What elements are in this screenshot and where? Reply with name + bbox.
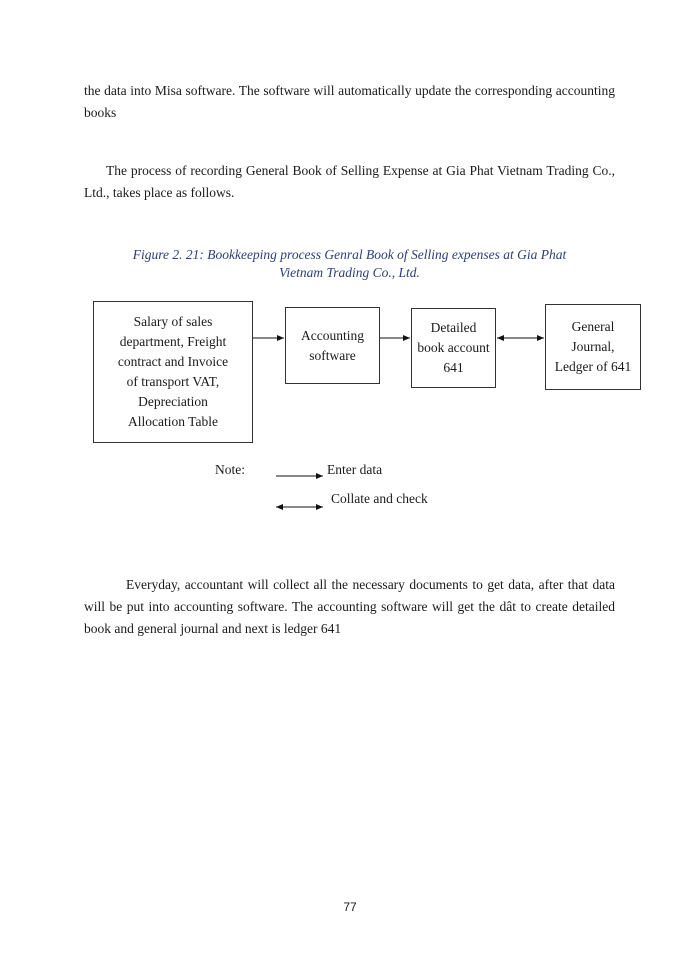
source-documents-box — [93, 301, 253, 443]
source-documents-label: Salary of sales department, Freight contract and Invoice of transport VAT, Depreciation Allocation Table — [117, 314, 229, 429]
figure-caption-line1: Figure 2. 21: Bookkeeping process Genral Book of Selling expenses at Gia Phat — [132, 247, 567, 262]
accounting-software-box — [285, 307, 380, 384]
detailed-book-box — [411, 308, 496, 388]
page-number: 77 — [343, 900, 357, 914]
everyday-paragraph: Everyday, accountant will collect all the necessary documents to get data, after that data will be put into accounting software. The accounting software will get the dât to create detailed book and general journal and next is ledger 641 — [84, 577, 615, 636]
legend-collate-check-label: Collate and check — [331, 491, 428, 506]
legend-note-label: Note: — [215, 462, 245, 477]
accounting-software-label: Accounting software — [301, 327, 364, 363]
figure-caption — [84, 246, 615, 282]
legend-enter-data-label: Enter data — [327, 462, 383, 477]
intro-paragraph: the data into Misa software. The software will automatically update the corresponding accounting books — [84, 83, 615, 120]
general-journal-box — [545, 304, 641, 390]
figure-caption-line2: Vietnam Trading Co., Ltd. — [279, 265, 420, 280]
detailed-book-label: Detailed book account 641 — [417, 320, 490, 375]
general-journal-label: General Journal, Ledger of 641 — [554, 319, 632, 374]
process-paragraph: The process of recording General Book of Selling Expense at Gia Phat Vietnam Trading Co., Ltd., takes place as follows. — [84, 163, 615, 200]
